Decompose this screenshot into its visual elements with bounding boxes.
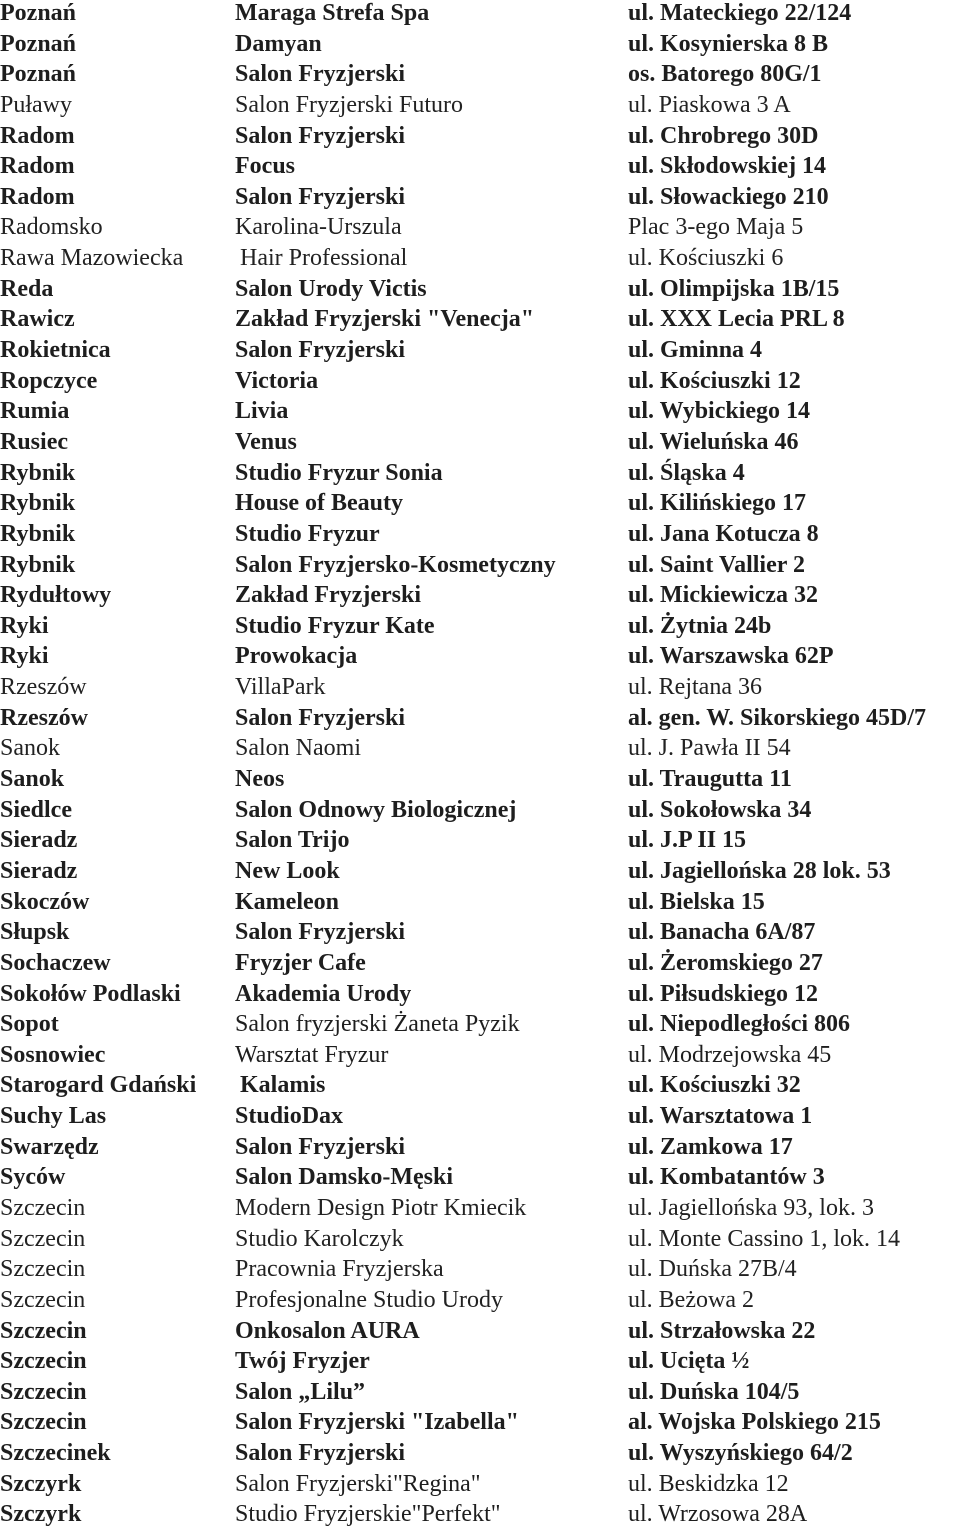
salon-name-cell: StudioDax: [235, 1103, 344, 1130]
table-row: [0, 1254, 960, 1285]
city-cell: Szczyrk: [0, 1501, 82, 1528]
address-cell: ul. Skłodowskiej 14: [628, 153, 827, 180]
salon-name-cell: Focus: [235, 153, 295, 180]
city-cell: Suchy Las: [0, 1103, 107, 1130]
table-row: [0, 1101, 960, 1132]
city-cell: Szczecin: [0, 1286, 86, 1313]
salon-name-cell: Victoria: [235, 367, 319, 394]
table-row: [0, 979, 960, 1010]
address-cell: ul. Ucięta ½: [628, 1348, 750, 1375]
city-cell: Szczecin: [0, 1348, 87, 1375]
table-row: [0, 641, 960, 672]
city-cell: Rybnik: [0, 490, 76, 517]
city-cell: Siedlce: [0, 796, 72, 823]
table-row: [0, 733, 960, 764]
table-row: [0, 887, 960, 918]
address-cell: ul. Mickiewicza 32: [628, 582, 818, 609]
table-row: [0, 182, 960, 213]
address-cell: ul. Słowackiego 210: [628, 183, 829, 210]
table-row: [0, 1346, 960, 1377]
address-cell: ul. Piłsudskiego 12: [628, 980, 819, 1007]
city-cell: Poznań: [0, 0, 77, 26]
table-row: [0, 1438, 960, 1469]
salon-name-cell: Onkosalon AURA: [235, 1317, 420, 1344]
table-row: [0, 550, 960, 581]
salon-name-cell: Livia: [235, 398, 289, 425]
city-cell: Reda: [0, 275, 54, 302]
salon-name-cell: Fryzjer Cafe: [235, 949, 366, 976]
address-cell: ul. Żytnia 24b: [628, 612, 772, 639]
salon-name-cell: Salon Fryzjerski: [235, 1440, 405, 1467]
salon-name-cell: Modern Design Piotr Kmiecik: [235, 1194, 527, 1221]
table-row: [0, 948, 960, 979]
city-cell: Poznań: [0, 30, 77, 57]
salon-name-cell: Salon Fryzjerski: [235, 704, 405, 731]
salon-name-cell: Salon Fryzjerski Futuro: [235, 91, 463, 118]
address-cell: ul. Duńska 104/5: [628, 1378, 800, 1405]
table-row: [0, 304, 960, 335]
city-cell: Puławy: [0, 91, 72, 118]
city-cell: Sosnowiec: [0, 1041, 106, 1068]
city-cell: Szczecin: [0, 1378, 87, 1405]
address-cell: al. gen. W. Sikorskiego 45D/7: [628, 704, 927, 731]
salon-name-cell: Salon Odnowy Biologicznej: [235, 796, 517, 823]
salon-name-cell: Kalamis: [240, 1072, 326, 1099]
salon-name-cell: Studio Fryzur Sonia: [235, 459, 443, 486]
city-cell: Szczecin: [0, 1256, 86, 1283]
address-cell: ul. Traugutta 11: [628, 766, 792, 793]
city-cell: Sieradz: [0, 857, 78, 884]
salon-name-cell: Salon Damsko-Męski: [235, 1164, 454, 1191]
city-cell: Szczecin: [0, 1194, 86, 1221]
city-cell: Sopot: [0, 1011, 59, 1038]
salon-name-cell: Salon Fryzjersko-Kosmetyczny: [235, 551, 556, 578]
table-row: [0, 1377, 960, 1408]
table-row: [0, 825, 960, 856]
table-row: [0, 611, 960, 642]
address-cell: ul. Chrobrego 30D: [628, 122, 819, 149]
city-cell: Rawicz: [0, 306, 75, 333]
city-cell: Radom: [0, 122, 75, 149]
salon-name-cell: House of Beauty: [235, 490, 403, 517]
table-row: [0, 1070, 960, 1101]
salon-name-cell: VillaPark: [235, 674, 326, 701]
table-row: [0, 1162, 960, 1193]
address-cell: ul. Kościuszki 12: [628, 367, 801, 394]
address-cell: Plac 3-ego Maja 5: [628, 214, 804, 241]
salon-name-cell: Venus: [235, 428, 297, 455]
address-cell: ul. J. Pawła II 54: [628, 735, 791, 762]
address-cell: ul. Piaskowa 3 A: [628, 91, 791, 118]
table-row: [0, 1193, 960, 1224]
city-cell: Syców: [0, 1164, 66, 1191]
salon-name-cell: Maraga Strefa Spa: [235, 0, 430, 26]
address-cell: ul. Banacha 6A/87: [628, 919, 816, 946]
salon-name-cell: Salon Fryzjerski: [235, 61, 405, 88]
address-cell: ul. Warszawska 62P: [628, 643, 834, 670]
address-cell: ul. Beskidzka 12: [628, 1470, 789, 1497]
table-row: [0, 458, 960, 489]
address-cell: ul. Beżowa 2: [628, 1286, 754, 1313]
city-cell: Rzeszów: [0, 704, 88, 731]
table-row: [0, 396, 960, 427]
salon-name-cell: Warsztat Fryzur: [235, 1041, 389, 1068]
table-row: [0, 1499, 960, 1530]
salon-name-cell: Salon Fryzjerski "Izabella": [235, 1409, 519, 1436]
city-cell: Rusiec: [0, 428, 68, 455]
table-row: [0, 59, 960, 90]
city-cell: Rydułtowy: [0, 582, 112, 609]
address-cell: ul. Warsztatowa 1: [628, 1103, 813, 1130]
salon-name-cell: Profesjonalne Studio Urody: [235, 1286, 503, 1313]
address-cell: ul. Strzałowska 22: [628, 1317, 816, 1344]
table-row: [0, 672, 960, 703]
city-cell: Rybnik: [0, 459, 76, 486]
salon-name-cell: New Look: [235, 857, 340, 884]
salon-name-cell: Zakład Fryzjerski "Venecja": [235, 306, 535, 333]
table-row: [0, 1224, 960, 1255]
address-cell: ul. Monte Cassino 1, lok. 14: [628, 1225, 901, 1252]
table-row: [0, 274, 960, 305]
salon-name-cell: Studio Fryzjerskie"Perfekt": [235, 1501, 501, 1528]
salon-name-cell: Studio Karolczyk: [235, 1225, 404, 1252]
city-cell: Ryki: [0, 643, 49, 670]
salon-name-cell: Studio Fryzur: [235, 520, 380, 547]
city-cell: Radomsko: [0, 214, 103, 241]
salon-name-cell: Pracownia Fryzjerska: [235, 1256, 444, 1283]
address-cell: ul. Gminna 4: [628, 337, 763, 364]
city-cell: Szczecinek: [0, 1440, 111, 1467]
table-row: [0, 29, 960, 60]
city-cell: Rybnik: [0, 520, 76, 547]
city-cell: Szczecin: [0, 1317, 87, 1344]
salon-name-cell: Salon Urody Victis: [235, 275, 427, 302]
address-cell: ul. J.P II 15: [628, 827, 747, 854]
salon-name-cell: Salon Fryzjerski: [235, 1133, 405, 1160]
city-cell: Swarzędz: [0, 1133, 99, 1160]
address-cell: ul. Mateckiego 22/124: [628, 0, 852, 26]
city-cell: Sanok: [0, 735, 60, 762]
table-row: [0, 427, 960, 458]
address-cell: ul. Saint Vallier 2: [628, 551, 805, 578]
city-cell: Ropczyce: [0, 367, 98, 394]
city-cell: Szczecin: [0, 1225, 86, 1252]
city-cell: Słupsk: [0, 919, 70, 946]
salon-name-cell: Prowokacja: [235, 643, 358, 670]
table-row: [0, 795, 960, 826]
table-row: [0, 366, 960, 397]
address-cell: ul. Śląska 4: [628, 459, 745, 486]
table-row: [0, 0, 960, 29]
salon-name-cell: Kameleon: [235, 888, 339, 915]
address-cell: ul. Kościuszki 6: [628, 245, 784, 272]
address-cell: al. Wojska Polskiego 215: [628, 1409, 881, 1436]
table-row: [0, 1316, 960, 1347]
address-cell: ul. Zamkowa 17: [628, 1133, 793, 1160]
salon-name-cell: Salon Fryzjerski: [235, 122, 405, 149]
salon-name-cell: Salon Fryzjerski: [235, 183, 405, 210]
salon-name-cell: Salon Trijo: [235, 827, 350, 854]
address-cell: os. Batorego 80G/1: [628, 61, 822, 88]
table-row: [0, 1009, 960, 1040]
city-cell: Sanok: [0, 766, 65, 793]
city-cell: Radom: [0, 153, 75, 180]
table-row: [0, 1469, 960, 1500]
address-cell: ul. Kościuszki 32: [628, 1072, 801, 1099]
address-cell: ul. Jagiellońska 93, lok. 3: [628, 1194, 874, 1221]
table-row: [0, 917, 960, 948]
city-cell: Radom: [0, 183, 75, 210]
city-cell: Sokołów Podlaski: [0, 980, 181, 1007]
salon-name-cell: Salon Fryzjerski"Regina": [235, 1470, 481, 1497]
table-row: [0, 243, 960, 274]
address-cell: ul. Jagiellońska 28 lok. 53: [628, 857, 891, 884]
address-cell: ul. Kosynierska 8 B: [628, 30, 829, 57]
salon-name-cell: Twój Fryzjer: [235, 1348, 370, 1375]
city-cell: Rawa Mazowiecka: [0, 245, 184, 272]
table-row: [0, 335, 960, 366]
city-cell: Starogard Gdański: [0, 1072, 197, 1099]
city-cell: Ryki: [0, 612, 49, 639]
table-row: [0, 580, 960, 611]
table-row: [0, 519, 960, 550]
city-cell: Rzeszów: [0, 674, 87, 701]
salon-name-cell: Salon fryzjerski Żaneta Pyzik: [235, 1011, 520, 1038]
salon-name-cell: Akademia Urody: [235, 980, 412, 1007]
address-cell: ul. Rejtana 36: [628, 674, 762, 701]
address-cell: ul. Duńska 27B/4: [628, 1256, 797, 1283]
table-row: [0, 1407, 960, 1438]
table-row: [0, 1040, 960, 1071]
address-cell: ul. Kombatantów 3: [628, 1164, 825, 1191]
salon-name-cell: Studio Fryzur Kate: [235, 612, 435, 639]
address-cell: ul. Wieluńska 46: [628, 428, 799, 455]
salon-name-cell: Salon „Lilu”: [235, 1378, 366, 1405]
table-row: [0, 856, 960, 887]
city-cell: Sochaczew: [0, 949, 111, 976]
salon-name-cell: Karolina-Urszula: [235, 214, 402, 241]
table-row: [0, 212, 960, 243]
address-cell: ul. Jana Kotucza 8: [628, 520, 819, 547]
table-row: [0, 151, 960, 182]
table-row: [0, 1132, 960, 1163]
city-cell: Sieradz: [0, 827, 78, 854]
table-row: [0, 703, 960, 734]
salon-name-cell: Salon Naomi: [235, 735, 361, 762]
address-cell: ul. Kilińskiego 17: [628, 490, 807, 517]
address-cell: ul. Wybickiego 14: [628, 398, 811, 425]
salon-name-cell: Damyan: [235, 30, 322, 57]
city-cell: Rokietnica: [0, 337, 111, 364]
salon-name-cell: Salon Fryzjerski: [235, 919, 405, 946]
city-cell: Skoczów: [0, 888, 90, 915]
city-cell: Poznań: [0, 61, 77, 88]
city-cell: Rumia: [0, 398, 70, 425]
address-cell: ul. Olimpijska 1B/15: [628, 275, 840, 302]
address-cell: ul. Bielska 15: [628, 888, 765, 915]
salon-name-cell: Zakład Fryzjerski: [235, 582, 421, 609]
city-cell: Szczecin: [0, 1409, 87, 1436]
address-cell: ul. Niepodległości 806: [628, 1011, 851, 1038]
address-cell: ul. Modrzejowska 45: [628, 1041, 832, 1068]
address-cell: ul. Wrzosowa 28A: [628, 1501, 808, 1528]
table-row: [0, 121, 960, 152]
table-row: [0, 488, 960, 519]
table-row: [0, 764, 960, 795]
city-cell: Rybnik: [0, 551, 76, 578]
salon-name-cell: Salon Fryzjerski: [235, 337, 405, 364]
address-cell: ul. Wyszyńskiego 64/2: [628, 1440, 853, 1467]
salon-name-cell: Hair Professional: [240, 245, 408, 272]
address-cell: ul. Sokołowska 34: [628, 796, 812, 823]
address-cell: ul. XXX Lecia PRL 8: [628, 306, 845, 333]
table-row: [0, 1285, 960, 1316]
table-row: [0, 90, 960, 121]
salon-name-cell: Neos: [235, 766, 285, 793]
address-cell: ul. Żeromskiego 27: [628, 949, 823, 976]
city-cell: Szczyrk: [0, 1470, 82, 1497]
